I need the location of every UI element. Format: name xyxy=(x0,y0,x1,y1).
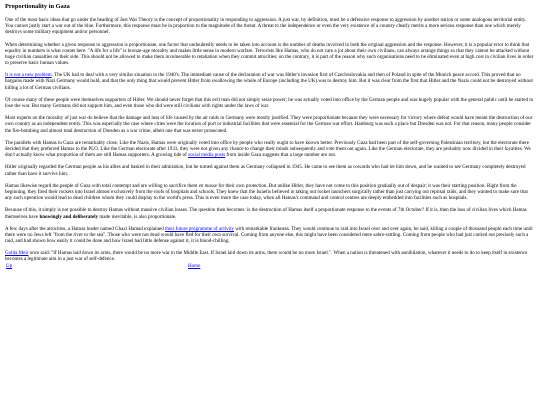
paragraph-proportionality: When determining whether a given response to aggression is proportionate, one factor that undoubtedly needs to be taken into account is the number of deaths involved in both the original aggression and the response. However, it is a popular error to think that equality in numbers is what counts here. "A life for a life" is bronze-age morality and makes little sense in modern warfare. Terrorists like Hamas, who do not care a jot about their own civilians, can always arrange things so that they cannot be attacked without huge civilian casualties on their side. This should not be allowed to make them invulnerable to retaliation when they commit atrocities; on the contrary, it is part of the reason why such organisations need to be eliminated even at high cost in civilian lives in order to preserve basic human values. xyxy=(5,41,534,67)
paragraph-parallels-text-b: from inside Gaza suggests that a large number are not. xyxy=(225,152,337,159)
paragraph-proportionate-question xyxy=(5,207,535,219)
paragraph-parallels-text-a: The parallels with Hamas in Gaza are remarkably close. Like the Nazis, Hamas were originally voted into office by people who really ought to have known better. Previously Gaza had been part of the self-governing Palestinian territory, but the electorate there decided that they preferred Hamas to the PLO. Like the German electorate after 1933, they were not given any chance to change their minds subsequently and vote them out again. Like the German electorate, they are probably now divided in their loyalties. We don't actually know what proportion of them are still Hamas supporters. A growing tide of xyxy=(5,139,531,159)
paragraph-ww2 xyxy=(5,72,535,90)
paragraph-hamas-contempt xyxy=(5,183,535,201)
en-masse-emphasis: en masse xyxy=(198,182,218,189)
paragraph-hamad-text-a: A few days after the atrocities, a Hamas leader named Ghazi Hamad explained xyxy=(5,225,166,232)
paragraph-intro: One of the most basic ideas that go under the heading of Just War Theory is the concept of proportionality in responding to aggression. A just war, by definition, must be a defensive response to aggression by another nation or some analogous territorial entity. You cannot justly start a war out of the blue. Furthermore, this response must be in proportion to the magnitude of the threat. A threat to the independence or even the very existence of a country clearly merits a more serious response than one which merely destroys some military equipment and/or personnel. xyxy=(5,17,527,36)
knowingly-deliberately-strong: knowingly and deliberately xyxy=(39,213,99,220)
paragraph-hamad-text-b: with remarkable frankness. They would continue to raid into Israel over and over again, he said, killing a couple of thousand people each time until there were no Jews left "from the river to the sea". Those who were not dead would have fled for their own survival. Coming from anyone else, this might have been considered mere sabre-rattling. Coming from people who had just carried out precisely such a raid, and had shown how easily it could be done and how Israel had little defense against it, it is blood-chilling. xyxy=(5,225,533,245)
up-link[interactable]: Up xyxy=(6,262,13,269)
social-media-posts-link[interactable]: social media posts xyxy=(188,152,226,159)
paragraph-air-raids: Most experts on the morality of just war do believe that the damage and loss of life caused by the air raids in Germany were mostly justified. They were proportionate because they were necessary for victory where defeat would have meant the destruction of our own country as an independent entity. This was especially the case where cities were the location of port or industrial facilities that were essential for the German war effort. Hamburg was such a place but Dresden was not. For that reason, many people consider the fire-bombing and almost total destruction of Dresden as a war crime, albeit one that was never prosecuted. xyxy=(5,115,533,134)
golda-meir-link[interactable]: Golda Meir xyxy=(5,250,29,257)
paragraph-ghazi-hamad xyxy=(5,226,535,244)
paragraph-hamas-contempt-text-a: Hamas likewise regard the people of Gaza with total contempt and are willing to sacrifice them xyxy=(5,182,199,189)
paragraph-hamas-contempt-text-b: for their own protection. But unlike Hitler, they have not come to this position gradually out of despair; it was their starting position. Right from the beginning, they fired their rockets into Israel almost exclusively from the roofs of hospitals and schools. They knew that the Israelis believed in taking out rocket launchers surgically rather than just carrying out reprisal raids, and they wanted to make sure that any such operation would lead to dead children whom they could display to the world's press. This is even more the case today, when all Hamas's command and control centres are deeply embedded into facilities such as hospitals. xyxy=(5,182,528,202)
paragraph-parallels xyxy=(5,140,535,158)
paragraph-hitler: Hitler originally regarded the German people as his allies and basked in their admiration, but he turned against them as Germany collapsed in 1945. He came to see them as cowards who had let him down, and he wanted to see Germany completely destroyed rather than have it survive him. xyxy=(5,164,526,177)
not-a-new-problem-link[interactable]: It is not a new problem xyxy=(5,72,52,79)
home-link[interactable]: Home xyxy=(188,262,201,269)
paragraph-golda-meir xyxy=(5,250,535,262)
paragraph-german-people: Of course many of these people were themselves supporters of Hitler. We should never forget that this evil man did not simply seize power; he was actually voted into office by the German people and was hugely popular with the general public until he started to lose the war. But many Germans did not support him, and even those who did were still civilians with rights under the laws of war. xyxy=(5,96,534,109)
future-programme-link[interactable]: their future programme of activity xyxy=(165,225,234,232)
paragraph-question-text-a: Because of this, it simply is not possible to destroy Hamas without massive civilian losses. The question then becomes: is the destruction of Hamas itself a proportionate response to the events of 7th October? If it is, then the loss of civilian lives which Hamas themselves have xyxy=(5,207,527,220)
paragraph-ww2-text: . The UK had to deal with a very similar situation in the 1940's. The immediate cause of the declaration of war was Hitler's invasion first of Czechoslovakia and then of Poland in spite of the Munich peace accord. This proved that no bargains made with Nazi Germany would hold, and that the only thing that would prevent Hitler from swallowing the whole of Europe (including the UK) was to destroy him. But it was clear from the first that Hitler and the Nazis could not be destroyed without killing a lot of German civilians. xyxy=(5,72,533,91)
page-title: Proportionality in Gaza xyxy=(5,3,70,10)
paragraph-golda-meir-text: once said: "If Hamas laid down its arms, there would be no more war in the Middle East. If Israel laid down its arms, there would be no more Israel.". When a nation is threatened with annihilation, whatever it needs to do to keep itself in existence becomes a legitimate aim in a just war of self-defence. xyxy=(5,250,528,263)
footer-navigation xyxy=(5,263,535,270)
paragraph-question-text-b: made inevitable, is also proportionate. xyxy=(98,213,177,220)
